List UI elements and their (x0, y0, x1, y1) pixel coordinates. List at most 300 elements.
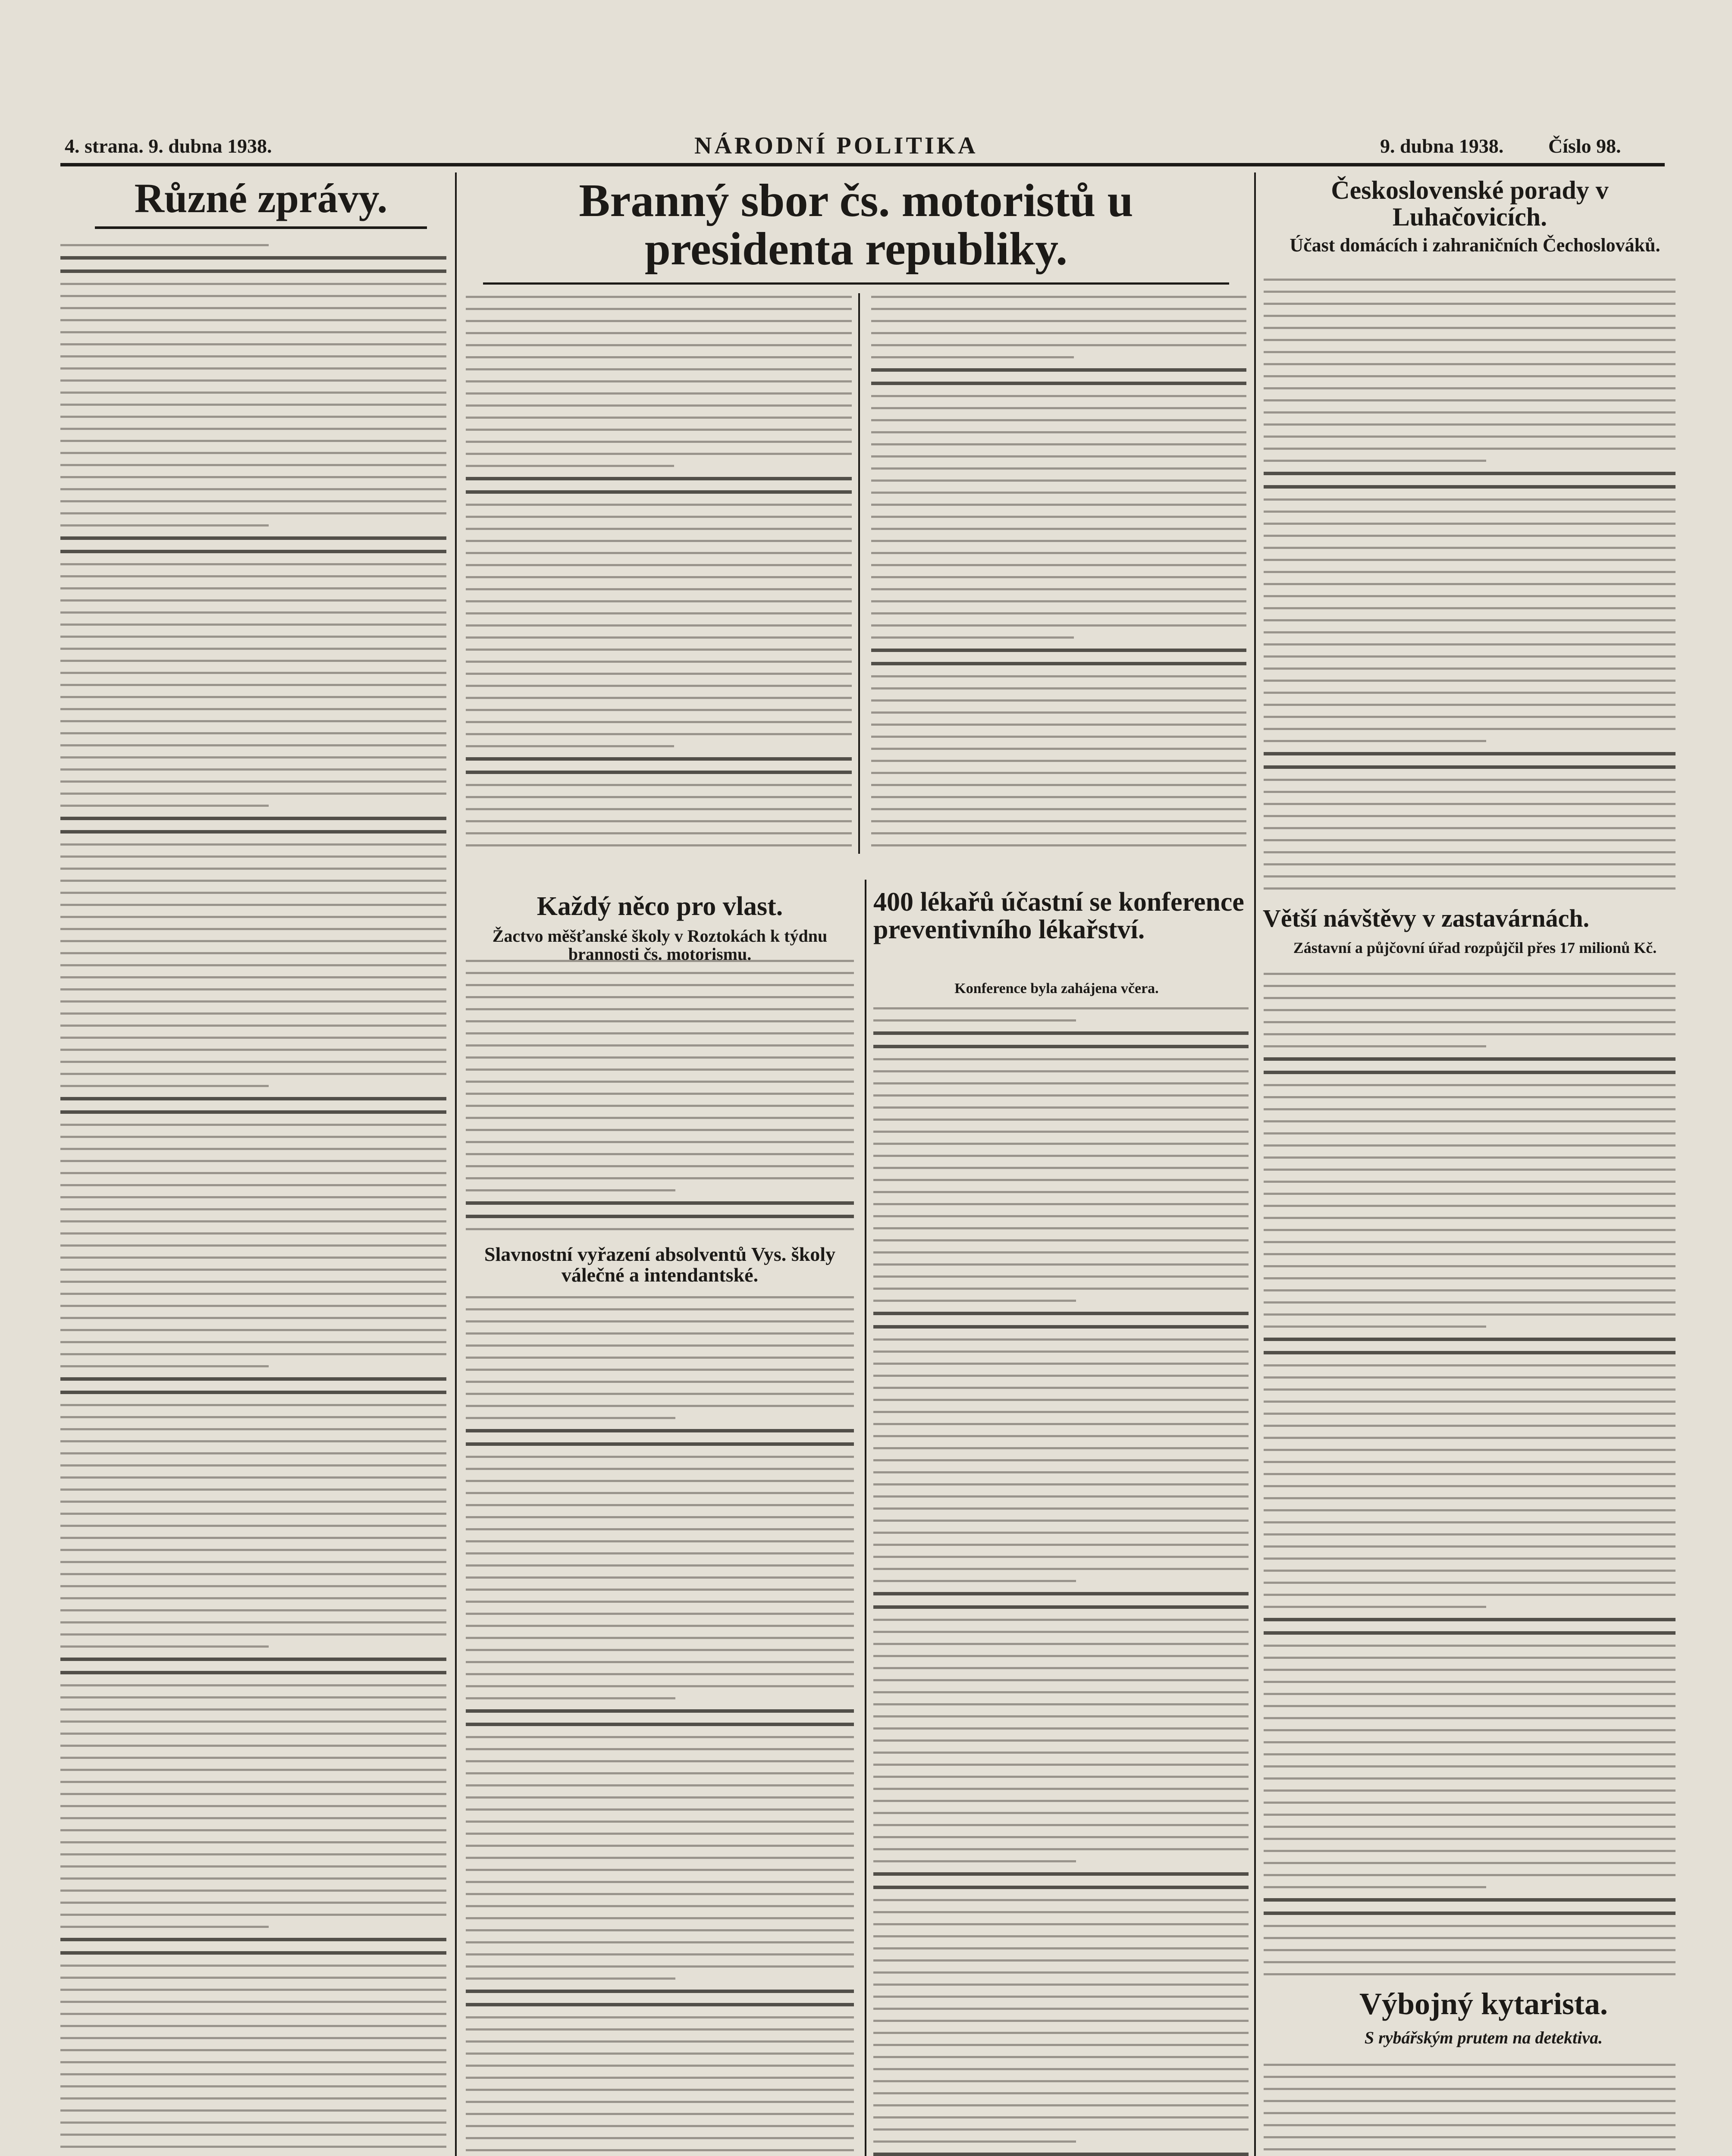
text-line (1264, 1169, 1676, 1171)
text-line (1264, 1144, 1676, 1147)
text-line (60, 1561, 446, 1563)
text-line (60, 648, 446, 650)
text-line (60, 843, 446, 846)
text-line (873, 1947, 1249, 1949)
text-line (1264, 1497, 1676, 1499)
text-line (873, 1655, 1249, 1657)
text-line (873, 1971, 1249, 1974)
issue-number: Číslo 98. (1548, 135, 1621, 157)
text-line (871, 772, 1246, 774)
text-line (1264, 2100, 1676, 2102)
text-line (873, 1435, 1249, 1437)
text-line (1264, 827, 1676, 829)
text-line (1264, 1657, 1676, 1659)
text-line (873, 1275, 1249, 1278)
text-line (1264, 779, 1676, 781)
text-line (1264, 1693, 1676, 1695)
text-line (60, 2025, 446, 2027)
text-line (466, 1760, 854, 1762)
text-line (466, 1393, 854, 1395)
text-line (60, 1440, 446, 1442)
text-line (1264, 619, 1676, 621)
text-line (60, 1890, 446, 1892)
text-line (60, 319, 446, 321)
text-line (873, 1082, 1249, 1084)
text-line (873, 1984, 1249, 1986)
text-line (466, 1977, 675, 1980)
text-line (60, 964, 446, 966)
text-line (466, 612, 852, 614)
text-line (60, 660, 446, 662)
text-line (1264, 303, 1676, 305)
text-line (1264, 1521, 1676, 1523)
subhead-vybojny-kytarista: S rybářským prutem na detektiva. (1364, 2028, 1603, 2047)
text-line (873, 1886, 1249, 1889)
text-line (466, 528, 852, 530)
text-line (466, 552, 852, 554)
text-line (60, 1148, 446, 1150)
headline-zastavarny: Větší návštěvy v zastavárnách. (1263, 904, 1590, 932)
text-line (873, 1459, 1249, 1461)
text-line (60, 367, 446, 370)
text-line (60, 1513, 446, 1515)
page-number: 4. strana. 9. dubna 1938. (65, 135, 272, 157)
text-line (871, 687, 1246, 689)
text-line (60, 1817, 446, 1819)
text-line (466, 733, 852, 735)
text-line (1264, 875, 1676, 877)
text-line (1264, 1021, 1676, 1023)
text-line (60, 1902, 446, 1904)
text-line (60, 563, 446, 565)
text-line (1264, 448, 1676, 450)
text-line (60, 295, 446, 297)
text-line (60, 1989, 446, 1991)
text-line (60, 1269, 446, 1271)
text-line (1264, 1217, 1676, 1219)
text-line (873, 2020, 1249, 2022)
text-line (1264, 815, 1676, 817)
text-line (1264, 1912, 1676, 1915)
text-line (60, 1244, 446, 1247)
text-line (466, 1941, 854, 1943)
text-line (1264, 498, 1676, 501)
text-line (871, 808, 1246, 810)
text-line (60, 1452, 446, 1454)
text-line (60, 793, 446, 795)
text-line (871, 504, 1246, 506)
text-line (466, 380, 852, 382)
text-line (60, 1257, 446, 1259)
text-line (60, 1573, 446, 1575)
text-line (466, 1332, 854, 1335)
text-line (466, 673, 852, 675)
text-line (873, 1338, 1249, 1341)
text-line (873, 1070, 1249, 1072)
text-line (873, 2128, 1249, 2131)
text-line (1264, 1753, 1676, 1755)
text-line (60, 1428, 446, 1430)
text-line (873, 1227, 1249, 1229)
text-line (466, 1405, 854, 1407)
text-line (60, 1172, 446, 1174)
text-line (60, 952, 446, 954)
text-line (871, 419, 1246, 421)
text-line (873, 1631, 1249, 1633)
text-line (1264, 1606, 1486, 1608)
text-line (60, 720, 446, 722)
text-line (60, 512, 446, 514)
text-line (1264, 1937, 1676, 1939)
text-line (60, 868, 446, 870)
text-line (60, 744, 446, 746)
text-line (873, 1752, 1249, 1754)
text-line (60, 1085, 269, 1087)
text-line (873, 1007, 1249, 1009)
text-line (1264, 1326, 1486, 1328)
text-line (60, 2049, 446, 2051)
text-line (466, 344, 852, 346)
text-line (873, 1923, 1249, 1925)
text-line (60, 270, 446, 273)
text-line (466, 1625, 854, 1627)
text-line (466, 540, 852, 542)
text-line (873, 1520, 1249, 1522)
text-line (1264, 791, 1676, 793)
text-line (873, 1106, 1249, 1109)
text-line (466, 1917, 854, 1919)
text-line (60, 2001, 446, 2003)
text-line (60, 2085, 446, 2087)
text-line (873, 1848, 1249, 1850)
text-line (466, 1673, 854, 1675)
text-line (466, 576, 852, 578)
text-line (60, 976, 446, 978)
text-line (873, 1727, 1249, 1730)
text-line (60, 696, 446, 698)
text-line (1264, 1401, 1676, 1403)
text-line (466, 844, 852, 846)
headline-vybojny-kytarista: Výbojný kytarista. (1359, 1987, 1608, 2021)
headline-underline (483, 282, 1229, 285)
text-line (1264, 1071, 1676, 1074)
text-line (466, 2149, 854, 2151)
text-line (60, 1049, 446, 1051)
text-line (466, 308, 852, 310)
text-line (873, 1423, 1249, 1425)
text-line (1264, 1301, 1676, 1304)
text-line (871, 443, 1246, 445)
text-line (466, 1869, 854, 1871)
text-line (60, 1684, 446, 1686)
text-line (871, 407, 1246, 409)
text-line (873, 1739, 1249, 1742)
text-line (871, 624, 1246, 627)
text-line (466, 320, 852, 322)
text-line (1264, 2076, 1676, 2078)
text-line (60, 524, 269, 526)
text-line (1264, 523, 1676, 525)
text-line (466, 1965, 854, 1968)
text-line (871, 564, 1246, 566)
text-line (466, 417, 852, 419)
text-line (466, 1808, 854, 1811)
text-line (60, 343, 446, 345)
text-line (1264, 2136, 1676, 2138)
text-line (1264, 339, 1676, 341)
text-line (1264, 1413, 1676, 1415)
text-line (873, 1471, 1249, 1473)
text-line (466, 697, 852, 699)
text-line (1264, 1631, 1676, 1635)
text-line (466, 996, 854, 998)
text-line (466, 1953, 854, 1955)
text-line (60, 1341, 446, 1343)
column-rule (1254, 172, 1256, 2156)
text-line (873, 1288, 1249, 1290)
text-line (1264, 1485, 1676, 1487)
text-line (60, 940, 446, 942)
text-line (60, 1865, 446, 1868)
text-line (873, 1788, 1249, 1790)
headline-kazdy-neco: Každý něco pro vlast. (537, 892, 783, 921)
text-line (873, 1251, 1249, 1253)
text-line (1264, 1681, 1676, 1683)
text-line (60, 1549, 446, 1551)
text-line (466, 2003, 854, 2006)
text-line (873, 1215, 1249, 1217)
text-line (873, 2056, 1249, 2058)
text-line (60, 928, 446, 930)
text-line (1264, 704, 1676, 706)
text-line (873, 1203, 1249, 1205)
text-line (871, 711, 1246, 714)
text-line (1264, 1705, 1676, 1707)
text-line (1264, 1557, 1676, 1560)
text-line (466, 1723, 854, 1726)
text-line (466, 2040, 854, 2043)
text-line (873, 2032, 1249, 2034)
text-line (871, 368, 1246, 372)
text-line (466, 2016, 854, 2018)
text-line (1264, 997, 1676, 999)
text-line (1264, 1473, 1676, 1475)
headline-slavnostni-vyrazeni: Slavnostní vyřazení absolventů Vys. školy válečné a intendantské. (484, 1243, 836, 1286)
text-line (60, 2097, 446, 2100)
text-line (1264, 1826, 1676, 1828)
text-line (873, 2116, 1249, 2118)
headline-underline (95, 226, 427, 229)
text-line (60, 1609, 446, 1611)
text-line (60, 1805, 446, 1807)
column-2-top-text (466, 293, 852, 854)
text-line (1264, 2124, 1676, 2126)
text-line (466, 1784, 854, 1786)
text-line (871, 296, 1246, 298)
text-line (1264, 887, 1676, 890)
text-line (60, 1597, 446, 1599)
text-line (466, 1893, 854, 1895)
text-line (873, 2092, 1249, 2094)
text-line (873, 1031, 1249, 1035)
text-line (1264, 511, 1676, 513)
text-line (466, 649, 852, 651)
text-line (873, 1935, 1249, 1937)
text-line (1264, 2148, 1676, 2150)
column-rule (865, 880, 866, 2156)
text-line (466, 600, 852, 602)
text-line (60, 256, 446, 260)
text-line (60, 684, 446, 686)
text-line (873, 1325, 1249, 1329)
text-line (60, 1977, 446, 1979)
text-line (873, 1387, 1249, 1389)
text-line (871, 492, 1246, 494)
text-line (60, 1416, 446, 1418)
text-line (1264, 1802, 1676, 1804)
text-line (466, 1552, 854, 1554)
text-line (871, 332, 1246, 334)
text-line (1264, 1874, 1676, 1876)
text-line (60, 1769, 446, 1771)
text-line (466, 490, 852, 494)
text-line (60, 611, 446, 614)
text-line (466, 516, 852, 518)
text-line (466, 771, 852, 774)
text-line (873, 1679, 1249, 1681)
text-line (1264, 1814, 1676, 1816)
text-line (466, 1613, 854, 1615)
text-line (466, 1381, 854, 1383)
text-line (466, 2065, 854, 2067)
text-line (873, 2008, 1249, 2010)
text-line (1264, 680, 1676, 682)
text-line (871, 516, 1246, 518)
text-line (871, 760, 1246, 762)
text-line (1264, 1425, 1676, 1427)
text-line (1264, 436, 1676, 438)
text-line (873, 1411, 1249, 1413)
text-line (466, 820, 852, 822)
text-line (60, 2061, 446, 2063)
text-line (466, 2077, 854, 2079)
text-line (1264, 595, 1676, 597)
text-line (1264, 1777, 1676, 1780)
text-line (871, 455, 1246, 458)
text-line (60, 1781, 446, 1783)
text-line (466, 832, 852, 834)
text-line (466, 1177, 854, 1179)
text-line (60, 1404, 446, 1406)
text-line (871, 784, 1246, 786)
column-1-text (60, 241, 446, 2156)
text-line (1264, 583, 1676, 585)
text-line (1264, 643, 1676, 646)
text-line (60, 416, 446, 418)
text-line (466, 1857, 854, 1859)
text-line (1264, 279, 1676, 281)
column-3-bottom-text (873, 1005, 1249, 2156)
text-line (1264, 765, 1676, 769)
text-line (1264, 1729, 1676, 1731)
text-line (60, 1061, 446, 1063)
text-line (466, 453, 852, 455)
text-line (873, 1911, 1249, 1913)
text-line (466, 1589, 854, 1591)
text-line (871, 736, 1246, 738)
text-line (873, 1143, 1249, 1145)
text-line (873, 1155, 1249, 1157)
text-line (60, 244, 269, 246)
text-line (1264, 1132, 1676, 1134)
text-line (873, 1592, 1249, 1595)
text-line (871, 431, 1246, 433)
column-2-mid-text (466, 957, 854, 1238)
text-line (873, 1667, 1249, 1669)
text-line (466, 1564, 854, 1567)
text-line (871, 382, 1246, 385)
text-line (466, 1905, 854, 1907)
text-line (60, 1293, 446, 1295)
text-line (60, 1645, 269, 1648)
text-line (871, 344, 1246, 346)
text-line (1264, 803, 1676, 805)
text-line (466, 2125, 854, 2127)
text-line (1264, 1838, 1676, 1840)
text-line (60, 550, 446, 553)
text-line (1264, 1570, 1676, 1572)
column-rule (858, 293, 860, 854)
text-line (60, 428, 446, 430)
text-line (60, 624, 446, 626)
text-line (60, 379, 446, 382)
text-line (873, 1703, 1249, 1705)
text-line (60, 1525, 446, 1527)
text-line (873, 1483, 1249, 1485)
text-line (1264, 1241, 1676, 1243)
text-line (1264, 1009, 1676, 1011)
text-line (1264, 2088, 1676, 2090)
text-line (466, 1417, 675, 1419)
text-line (60, 476, 446, 478)
text-line (60, 1733, 446, 1735)
text-line (871, 724, 1246, 726)
text-line (466, 477, 852, 480)
text-line (466, 784, 852, 786)
text-line (873, 1447, 1249, 1449)
text-line (1264, 607, 1676, 609)
text-line (466, 1649, 854, 1651)
text-line (466, 972, 854, 974)
text-line (873, 2080, 1249, 2082)
text-line (466, 404, 852, 407)
text-line (1264, 2112, 1676, 2114)
text-line (1264, 985, 1676, 987)
column-rule (455, 172, 457, 2156)
text-line (1264, 1277, 1676, 1279)
text-line (60, 1136, 446, 1138)
text-line (871, 748, 1246, 750)
text-line (466, 1480, 854, 1482)
text-line (60, 2109, 446, 2112)
text-line (1264, 1789, 1676, 1792)
text-line (60, 536, 446, 540)
column-4-top-text (1264, 276, 1676, 897)
text-line (1264, 1765, 1676, 1767)
text-line (60, 1877, 446, 1880)
text-line (60, 2013, 446, 2015)
text-line (466, 1429, 854, 1432)
